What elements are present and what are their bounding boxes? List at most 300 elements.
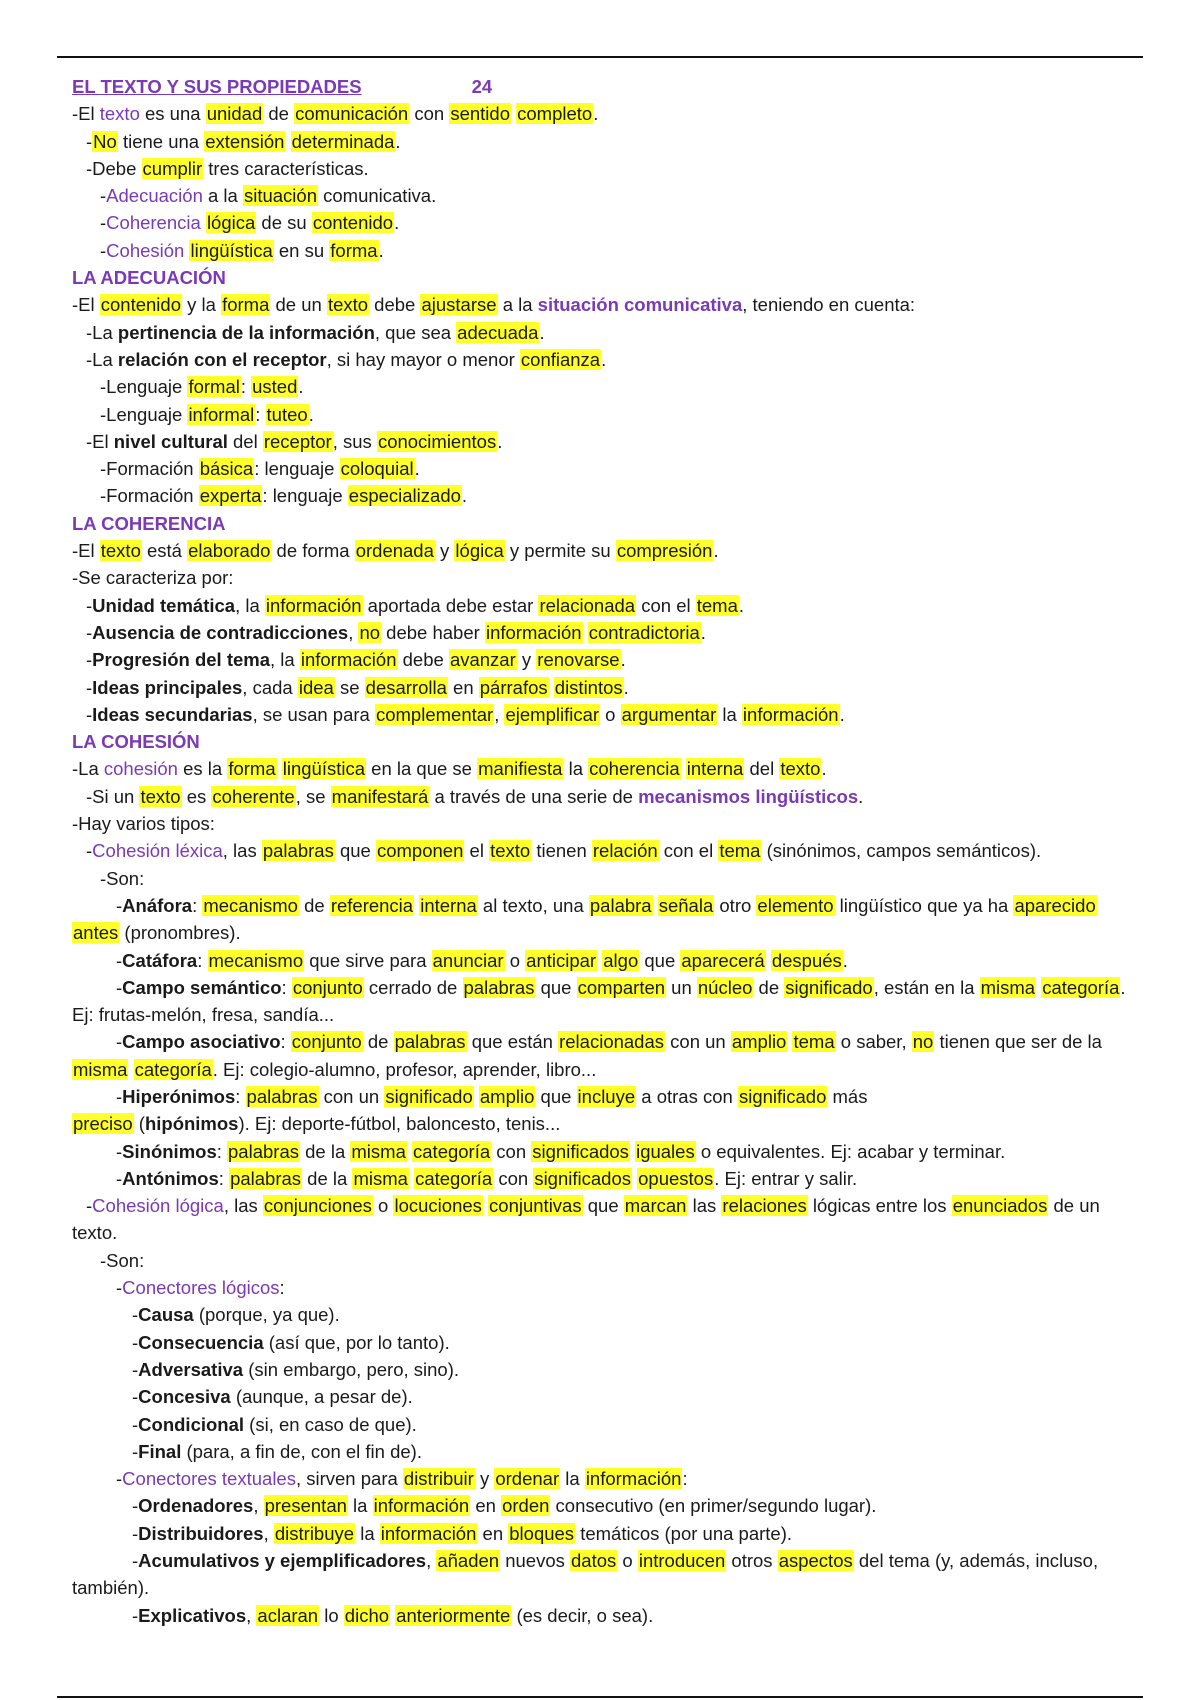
text-segment: . bbox=[395, 130, 401, 152]
text-segment: -Son: bbox=[100, 1249, 145, 1271]
text-segment: tres características. bbox=[203, 157, 369, 179]
highlighted-term: conjunto bbox=[291, 1031, 362, 1053]
text-segment: - bbox=[132, 1304, 139, 1326]
text-segment: (para, a fin de, con el fin de). bbox=[181, 1440, 422, 1462]
highlighted-term: distintos bbox=[554, 676, 623, 698]
text-line bbox=[72, 1247, 1132, 1274]
text-segment: - bbox=[86, 130, 93, 152]
text-segment: y bbox=[434, 540, 455, 562]
text-segment: a la bbox=[497, 294, 538, 316]
highlighted-term: información bbox=[380, 1522, 477, 1544]
bold-term: Explicativos bbox=[138, 1604, 247, 1626]
highlighted-term: compresión bbox=[616, 540, 713, 562]
text-line bbox=[72, 155, 1132, 182]
text-segment: - bbox=[86, 676, 93, 698]
text-segment: de la bbox=[302, 1167, 353, 1189]
text-segment: . bbox=[839, 703, 845, 725]
text-segment: . bbox=[738, 594, 745, 616]
highlighted-term: tema bbox=[696, 594, 738, 616]
text-segment: - bbox=[86, 703, 93, 725]
text-line bbox=[72, 237, 1132, 264]
top-rule bbox=[57, 56, 1143, 58]
highlighted-term: avanzar bbox=[449, 649, 516, 671]
text-line bbox=[72, 1138, 1132, 1165]
highlighted-term: tema bbox=[719, 840, 761, 862]
text-segment: nuevos bbox=[500, 1550, 571, 1572]
highlighted-term: significado bbox=[785, 976, 873, 998]
text-segment: . bbox=[858, 785, 864, 807]
text-segment: cerrado de bbox=[363, 976, 463, 998]
text-segment: - bbox=[116, 1085, 123, 1107]
highlighted-term: lingüística bbox=[282, 758, 366, 780]
highlighted-term: marcan bbox=[624, 1195, 687, 1217]
highlighted-term: antes bbox=[73, 922, 119, 944]
section-heading: LA COHESIÓN bbox=[72, 731, 200, 753]
text-segment: de un bbox=[270, 294, 327, 316]
highlighted-term: forma bbox=[228, 758, 276, 780]
highlighted-term: coherente bbox=[212, 785, 295, 807]
highlighted-term: señala bbox=[658, 894, 714, 916]
highlighted-term: palabra bbox=[589, 894, 652, 916]
highlighted-term: coherencia bbox=[589, 758, 680, 780]
highlighted-term: contenido bbox=[100, 294, 181, 316]
text-line bbox=[72, 1274, 1132, 1301]
highlighted-term: misma bbox=[351, 1140, 406, 1162]
text-segment: , cada bbox=[242, 676, 298, 698]
text-segment: : lenguaje bbox=[262, 485, 348, 507]
text-segment: -Lenguaje bbox=[100, 376, 188, 398]
bold-term: Ausencia de contradicciones bbox=[92, 621, 349, 643]
text-segment: de bbox=[263, 103, 295, 125]
text-segment: : bbox=[255, 403, 266, 425]
text-segment: -Si un bbox=[86, 785, 140, 807]
text-segment: . bbox=[378, 239, 384, 261]
text-segment: temáticos (por una parte). bbox=[575, 1522, 793, 1544]
text-line bbox=[72, 892, 1132, 947]
text-segment: que bbox=[535, 1085, 577, 1107]
text-segment: que están bbox=[466, 1031, 559, 1053]
highlighted-term: ordenada bbox=[355, 540, 434, 562]
text-segment: o bbox=[504, 949, 526, 971]
text-segment: la bbox=[347, 1495, 373, 1517]
text-segment: debe haber bbox=[381, 621, 485, 643]
highlighted-term: conjuntivas bbox=[489, 1195, 582, 1217]
highlighted-term: coloquial bbox=[340, 458, 414, 480]
bold-term: Consecuencia bbox=[138, 1331, 264, 1353]
text-segment: , bbox=[426, 1550, 437, 1572]
text-segment: en su bbox=[273, 239, 330, 261]
text-segment: . bbox=[394, 212, 400, 234]
text-segment: -Debe bbox=[86, 157, 142, 179]
text-segment: : bbox=[280, 1031, 291, 1053]
highlighted-term: texto bbox=[100, 540, 141, 562]
text-segment: , las bbox=[222, 840, 262, 862]
highlighted-term: elaborado bbox=[188, 540, 271, 562]
key-term: Coherencia bbox=[106, 212, 201, 234]
highlighted-term: conjunciones bbox=[263, 1195, 372, 1217]
text-line bbox=[72, 674, 1132, 701]
highlighted-term: manifestará bbox=[331, 785, 429, 807]
text-segment: - bbox=[86, 1195, 93, 1217]
text-segment: . Ej: entrar y salir. bbox=[714, 1167, 858, 1189]
text-line bbox=[72, 1602, 1132, 1629]
text-segment bbox=[549, 677, 554, 698]
text-line bbox=[72, 1383, 1132, 1410]
highlighted-term: relaciones bbox=[722, 1195, 807, 1217]
text-segment: o bbox=[617, 1550, 638, 1572]
highlighted-term: elemento bbox=[757, 894, 834, 916]
text-segment: - bbox=[116, 1167, 123, 1189]
text-segment: la bbox=[355, 1522, 380, 1544]
text-line bbox=[72, 319, 1132, 346]
highlighted-term: ejemplificar bbox=[505, 703, 600, 725]
highlighted-term: conocimientos bbox=[377, 430, 497, 452]
text-segment: debe bbox=[397, 649, 449, 671]
text-segment: (si, en caso de que). bbox=[244, 1413, 417, 1435]
text-lines bbox=[72, 100, 1132, 1629]
highlighted-term: formal bbox=[188, 376, 240, 398]
text-segment: a otras con bbox=[636, 1085, 738, 1107]
text-segment: - bbox=[132, 1550, 139, 1572]
highlighted-term: datos bbox=[571, 1550, 617, 1572]
text-segment: . bbox=[539, 321, 545, 343]
highlighted-term: texto bbox=[780, 758, 821, 780]
bold-term: Ordenadores bbox=[138, 1495, 254, 1517]
text-segment: , bbox=[263, 1522, 274, 1544]
text-segment: está bbox=[141, 540, 188, 562]
highlighted-term: opuestos bbox=[638, 1167, 714, 1189]
highlighted-term: lingüística bbox=[190, 239, 273, 261]
highlighted-term: bloques bbox=[509, 1522, 575, 1544]
highlighted-term: no bbox=[359, 621, 381, 643]
key-term: situación comunicativa bbox=[537, 294, 743, 316]
highlighted-term: palabras bbox=[230, 1167, 302, 1189]
text-segment: - bbox=[132, 1358, 139, 1380]
text-line bbox=[72, 1465, 1132, 1492]
highlighted-term: misma bbox=[73, 1058, 128, 1080]
highlighted-term: dicho bbox=[344, 1604, 390, 1626]
text-segment: el bbox=[464, 840, 490, 862]
highlighted-term: idea bbox=[298, 676, 334, 698]
text-segment: en bbox=[477, 1522, 509, 1544]
highlighted-term: información bbox=[373, 1495, 470, 1517]
text-segment: - bbox=[100, 212, 107, 234]
highlighted-term: locuciones bbox=[394, 1195, 482, 1217]
text-segment: que bbox=[582, 1195, 624, 1217]
text-segment: o bbox=[372, 1195, 394, 1217]
text-segment: - bbox=[86, 649, 93, 671]
highlighted-term: determinada bbox=[291, 130, 395, 152]
bold-term: nivel cultural bbox=[113, 430, 228, 452]
text-segment: - bbox=[116, 1468, 123, 1490]
text-segment: comunicativa. bbox=[317, 185, 437, 207]
text-line bbox=[72, 728, 1132, 755]
text-line bbox=[72, 510, 1132, 537]
text-segment: consecutivo (en primer/segundo lugar). bbox=[550, 1495, 877, 1517]
highlighted-term: palabras bbox=[394, 1031, 466, 1053]
highlighted-term: relacionada bbox=[539, 594, 636, 616]
highlighted-term: información bbox=[485, 621, 582, 643]
text-segment: - bbox=[132, 1440, 139, 1462]
bold-term: pertinencia de la información bbox=[117, 321, 375, 343]
text-line bbox=[72, 810, 1132, 837]
bold-term: Acumulativos y ejemplificadores bbox=[138, 1550, 427, 1572]
highlighted-term: texto bbox=[490, 840, 531, 862]
text-segment: más bbox=[827, 1085, 868, 1107]
page-title bbox=[72, 73, 1132, 100]
text-segment: - bbox=[86, 840, 93, 862]
text-line bbox=[72, 100, 1132, 127]
text-segment: . bbox=[623, 676, 629, 698]
bold-term: Causa bbox=[138, 1304, 194, 1326]
text-segment: del bbox=[744, 758, 780, 780]
highlighted-term: algo bbox=[603, 949, 639, 971]
text-segment: , teniendo en cuenta: bbox=[742, 294, 916, 316]
highlighted-term: comunicación bbox=[295, 103, 409, 125]
highlighted-term: amplio bbox=[479, 1085, 535, 1107]
highlighted-term: no bbox=[912, 1031, 934, 1053]
text-line bbox=[72, 1028, 1132, 1083]
text-line bbox=[72, 865, 1132, 892]
bold-term: Sinónimos bbox=[122, 1140, 217, 1162]
highlighted-term: cumplir bbox=[142, 157, 203, 179]
highlighted-term: información bbox=[742, 703, 839, 725]
text-segment: que bbox=[334, 840, 376, 862]
text-segment: . bbox=[497, 430, 503, 452]
text-line bbox=[72, 1083, 1132, 1138]
text-segment: , la bbox=[235, 594, 265, 616]
text-segment: se bbox=[334, 676, 365, 698]
text-segment: . bbox=[298, 376, 304, 398]
text-segment: . bbox=[601, 348, 607, 370]
bold-term: Adversativa bbox=[138, 1358, 244, 1380]
text-segment: , se usan para bbox=[252, 703, 375, 725]
highlighted-term: aspectos bbox=[778, 1550, 853, 1572]
text-segment: . bbox=[842, 949, 848, 971]
highlighted-term: significados bbox=[534, 1167, 631, 1189]
text-segment: , que sea bbox=[374, 321, 457, 343]
text-segment: , están en la bbox=[873, 976, 980, 998]
section-heading: LA COHERENCIA bbox=[72, 512, 226, 534]
highlighted-term: texto bbox=[327, 294, 369, 316]
text-segment: , se bbox=[295, 785, 331, 807]
highlighted-term: forma bbox=[330, 239, 378, 261]
text-segment: -El bbox=[72, 103, 100, 125]
text-segment: (porque, ya que). bbox=[193, 1304, 340, 1326]
highlighted-term: misma bbox=[353, 1167, 408, 1189]
bold-term: relación con el receptor bbox=[117, 348, 327, 370]
text-segment: : bbox=[240, 376, 252, 398]
highlighted-term: información bbox=[585, 1468, 682, 1490]
text-segment: : lenguaje bbox=[254, 458, 340, 480]
key-term: Conectores lógicos bbox=[122, 1277, 280, 1299]
text-segment: con bbox=[493, 1167, 534, 1189]
document-body bbox=[72, 73, 1132, 1629]
text-segment: (sinónimos, campos semánticos). bbox=[761, 840, 1042, 862]
text-segment: o saber, bbox=[835, 1031, 912, 1053]
highlighted-term: completo bbox=[517, 103, 593, 125]
text-line bbox=[72, 346, 1132, 373]
text-segment bbox=[285, 131, 290, 152]
text-segment: : bbox=[216, 1140, 228, 1162]
text-segment: - bbox=[132, 1495, 139, 1517]
bold-term: Distribuidores bbox=[138, 1522, 264, 1544]
text-segment: de su bbox=[256, 212, 312, 234]
key-term: cohesión bbox=[103, 758, 178, 780]
text-segment: - bbox=[116, 1277, 123, 1299]
text-segment: - bbox=[132, 1413, 139, 1435]
text-line bbox=[72, 947, 1132, 974]
key-term: mecanismos lingüísticos bbox=[638, 785, 859, 807]
highlighted-term: distribuye bbox=[274, 1522, 355, 1544]
highlighted-term: palabras bbox=[463, 976, 535, 998]
highlighted-term: aparecido bbox=[1014, 894, 1096, 916]
text-segment: con bbox=[409, 103, 450, 125]
text-segment: - bbox=[116, 1140, 123, 1162]
highlighted-term: extensión bbox=[205, 130, 285, 152]
key-term: Cohesión léxica bbox=[92, 840, 223, 862]
highlighted-term: preciso bbox=[73, 1113, 133, 1135]
text-line bbox=[72, 1301, 1132, 1328]
highlighted-term: mecanismo bbox=[203, 894, 298, 916]
text-segment: con bbox=[491, 1140, 532, 1162]
text-line bbox=[72, 291, 1132, 318]
highlighted-term: anticipar bbox=[526, 949, 597, 971]
highlighted-term: receptor bbox=[263, 430, 332, 452]
text-segment: que sirve para bbox=[304, 949, 432, 971]
text-segment: -La bbox=[86, 321, 118, 343]
highlighted-term: especializado bbox=[348, 485, 461, 507]
text-segment: : bbox=[218, 1167, 230, 1189]
text-segment: o bbox=[600, 703, 621, 725]
highlighted-term: información bbox=[265, 594, 362, 616]
text-segment bbox=[653, 895, 658, 916]
text-line bbox=[72, 1492, 1132, 1519]
text-segment: . Ej: colegio-alumno, profesor, aprender, libro... bbox=[212, 1058, 597, 1080]
text-segment: es una bbox=[139, 103, 206, 125]
text-segment: y permite su bbox=[504, 540, 616, 562]
highlighted-term: palabras bbox=[246, 1085, 318, 1107]
text-segment: a través de una serie de bbox=[429, 785, 639, 807]
highlighted-term: significado bbox=[385, 1085, 473, 1107]
text-segment: . bbox=[308, 403, 314, 425]
highlighted-term: tuteo bbox=[266, 403, 308, 425]
highlighted-term: unidad bbox=[206, 103, 263, 125]
text-line bbox=[72, 701, 1132, 728]
key-term: Conectores textuales bbox=[122, 1468, 296, 1490]
text-line bbox=[72, 1411, 1132, 1438]
text-segment: en bbox=[470, 1495, 502, 1517]
text-segment: -La bbox=[86, 348, 118, 370]
text-segment: - bbox=[132, 1522, 139, 1544]
highlighted-term: significado bbox=[738, 1085, 827, 1107]
text-segment: de bbox=[298, 894, 330, 916]
bold-term: Campo semántico bbox=[122, 976, 282, 998]
highlighted-term: confianza bbox=[520, 348, 601, 370]
text-segment: de un texto. bbox=[72, 1195, 1100, 1244]
bold-term: Catáfora bbox=[122, 949, 198, 971]
text-segment: (pronombres). bbox=[119, 922, 241, 944]
text-segment: . bbox=[713, 540, 719, 562]
highlighted-term: introducen bbox=[638, 1550, 726, 1572]
highlighted-term: misma bbox=[980, 976, 1036, 998]
text-segment: -Formación bbox=[100, 458, 199, 480]
text-segment: con un bbox=[318, 1085, 385, 1107]
text-segment: -Lenguaje bbox=[100, 403, 188, 425]
highlighted-term: anteriormente bbox=[396, 1604, 511, 1626]
text-segment: a la bbox=[202, 185, 243, 207]
highlighted-term: párrafos bbox=[479, 676, 548, 698]
text-line bbox=[72, 428, 1132, 455]
text-segment: o equivalentes. Ej: acabar y terminar. bbox=[695, 1140, 1006, 1162]
text-segment: lógicas entre los bbox=[807, 1195, 952, 1217]
text-segment: - bbox=[132, 1604, 139, 1626]
text-segment: : bbox=[682, 1468, 688, 1490]
key-term: Cohesión bbox=[106, 239, 185, 261]
highlighted-term: significados bbox=[532, 1140, 629, 1162]
text-line bbox=[72, 564, 1132, 591]
text-line bbox=[72, 1547, 1132, 1602]
highlighted-term: comparten bbox=[577, 976, 666, 998]
text-segment: - bbox=[100, 185, 107, 207]
highlighted-term: amplio bbox=[731, 1031, 787, 1053]
text-segment: de la bbox=[299, 1140, 351, 1162]
section-heading: LA ADECUACIÓN bbox=[72, 267, 226, 289]
text-segment: ( bbox=[133, 1113, 145, 1135]
text-segment: del tema (y, además, incluso, también). bbox=[72, 1550, 1099, 1599]
text-segment bbox=[277, 758, 282, 779]
text-segment: con un bbox=[665, 1031, 731, 1053]
bold-term: Antónimos bbox=[122, 1167, 219, 1189]
text-segment: de bbox=[753, 976, 785, 998]
text-segment: otros bbox=[726, 1550, 778, 1572]
text-segment: del bbox=[227, 430, 263, 452]
highlighted-term: manifiesta bbox=[478, 758, 563, 780]
text-segment: . bbox=[414, 458, 420, 480]
text-segment bbox=[681, 758, 686, 779]
text-segment: : bbox=[281, 976, 292, 998]
highlighted-term: categoría bbox=[1042, 976, 1120, 998]
text-segment: otro bbox=[714, 894, 757, 916]
text-segment: , sus bbox=[332, 430, 377, 452]
highlighted-term: aparecerá bbox=[681, 949, 765, 971]
text-line bbox=[72, 619, 1132, 646]
bold-term: Concesiva bbox=[138, 1386, 231, 1408]
bold-term: Ideas secundarias bbox=[92, 703, 253, 725]
text-segment: , las bbox=[223, 1195, 263, 1217]
key-term: texto bbox=[99, 103, 140, 125]
text-segment: - bbox=[86, 594, 93, 616]
text-line bbox=[72, 455, 1132, 482]
text-segment: : bbox=[235, 1085, 246, 1107]
highlighted-term: situación bbox=[243, 185, 317, 207]
text-segment: . Ej: frutas-melón, fresa, sandía... bbox=[72, 976, 1126, 1026]
text-segment bbox=[583, 622, 588, 643]
text-line bbox=[72, 1356, 1132, 1383]
highlighted-term: mecanismo bbox=[208, 949, 304, 971]
text-segment: , sirven para bbox=[295, 1468, 403, 1490]
text-segment: -El bbox=[72, 540, 100, 562]
highlighted-term: interna bbox=[420, 894, 477, 916]
highlighted-term: categoría bbox=[134, 1058, 212, 1080]
highlighted-term: No bbox=[93, 130, 117, 152]
text-segment: y bbox=[474, 1468, 495, 1490]
text-segment: -El bbox=[86, 430, 114, 452]
text-segment: : bbox=[279, 1277, 285, 1299]
key-term: Adecuación bbox=[106, 185, 203, 207]
text-segment: , bbox=[348, 621, 359, 643]
highlighted-term: después bbox=[771, 949, 842, 971]
